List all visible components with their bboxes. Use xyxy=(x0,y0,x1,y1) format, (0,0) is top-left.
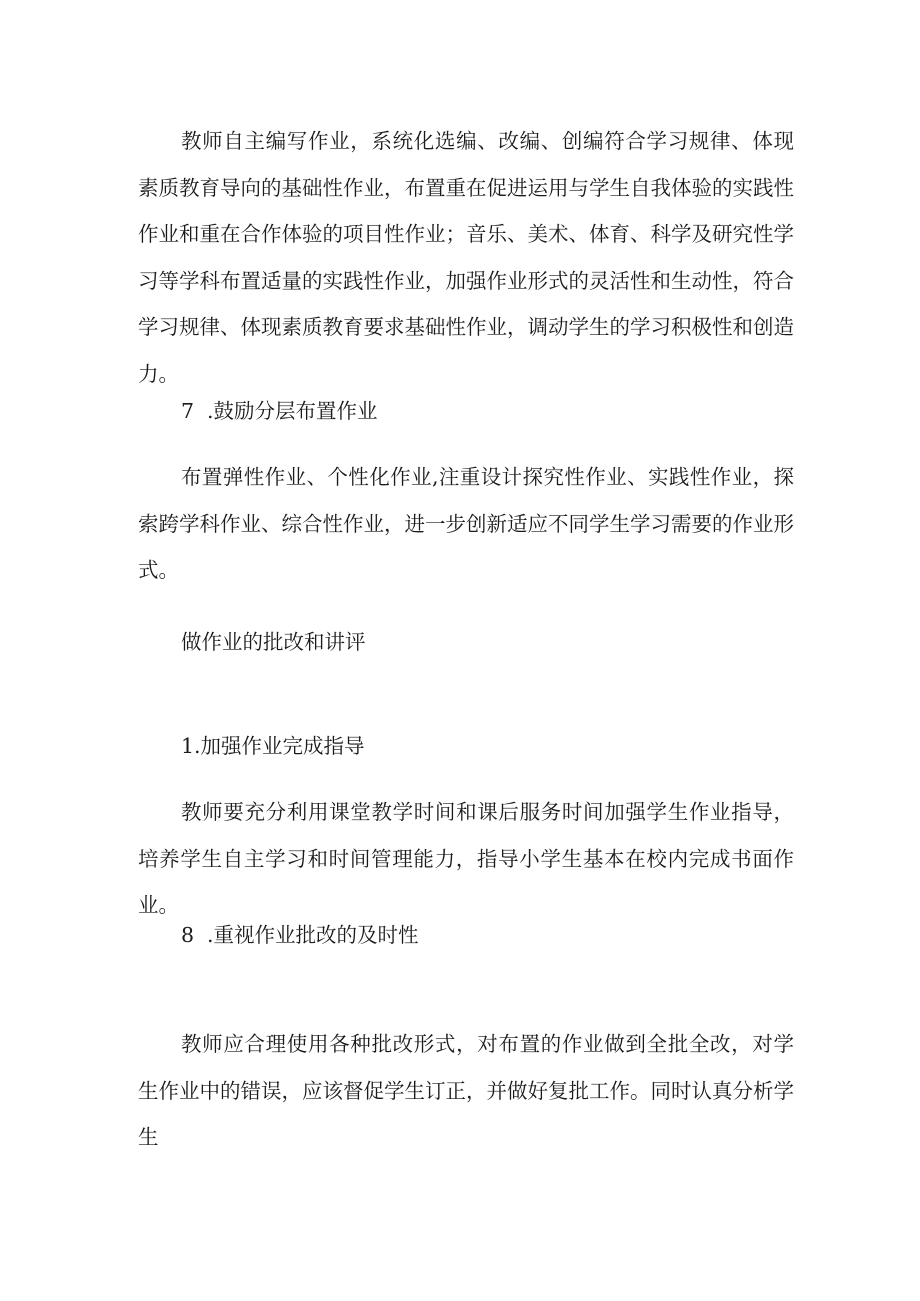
heading-number: 8 xyxy=(181,923,195,947)
section-title-grading: 做作业的批改和讲评 xyxy=(181,630,366,654)
heading-number: 7 xyxy=(181,399,195,423)
heading-text: .重视作业批改的及时性 xyxy=(207,923,419,947)
paragraph-assignment-design: 教师自主编写作业，系统化选编、改编、创编符合学习规律、体现素质教育导向的基础性作业，布置重在促进运用与学生自我体验的实践性作业和重在合作体验的项目性作业；音乐、美术、体育、科学及研究性学习等学科布置适量的实践性作业，加强作业形式的灵活性和生动性，符合学习规律、体现素质教育要求基础性作业，调动学生的学习积极性和创造力。 xyxy=(138,129,794,386)
paragraph-flexible-assignment: 布置弹性作业、个性化作业,注重设计探究性作业、实践性作业，探索跨学科作业、综合性作业，进一步创新适应不同学生学习需要的作业形式。 xyxy=(138,465,794,582)
heading-timely-grading xyxy=(181,912,419,959)
heading-completion-guidance: 1.加强作业完成指导 xyxy=(181,734,365,758)
heading-layered-assignment xyxy=(181,388,378,435)
heading-text: .鼓励分层布置作业 xyxy=(207,399,378,423)
paragraph-guidance: 教师要充分利用课堂教学时间和课后服务时间加强学生作业指导，培养学生自主学习和时间管理能力，指导小学生基本在校内完成书面作业。 xyxy=(138,800,794,917)
paragraph-grading: 教师应合理使用各种批改形式，对布置的作业做到全批全改，对学生作业中的错误，应该督促学生订正，并做好复批工作。同时认真分析学生 xyxy=(138,1032,794,1149)
